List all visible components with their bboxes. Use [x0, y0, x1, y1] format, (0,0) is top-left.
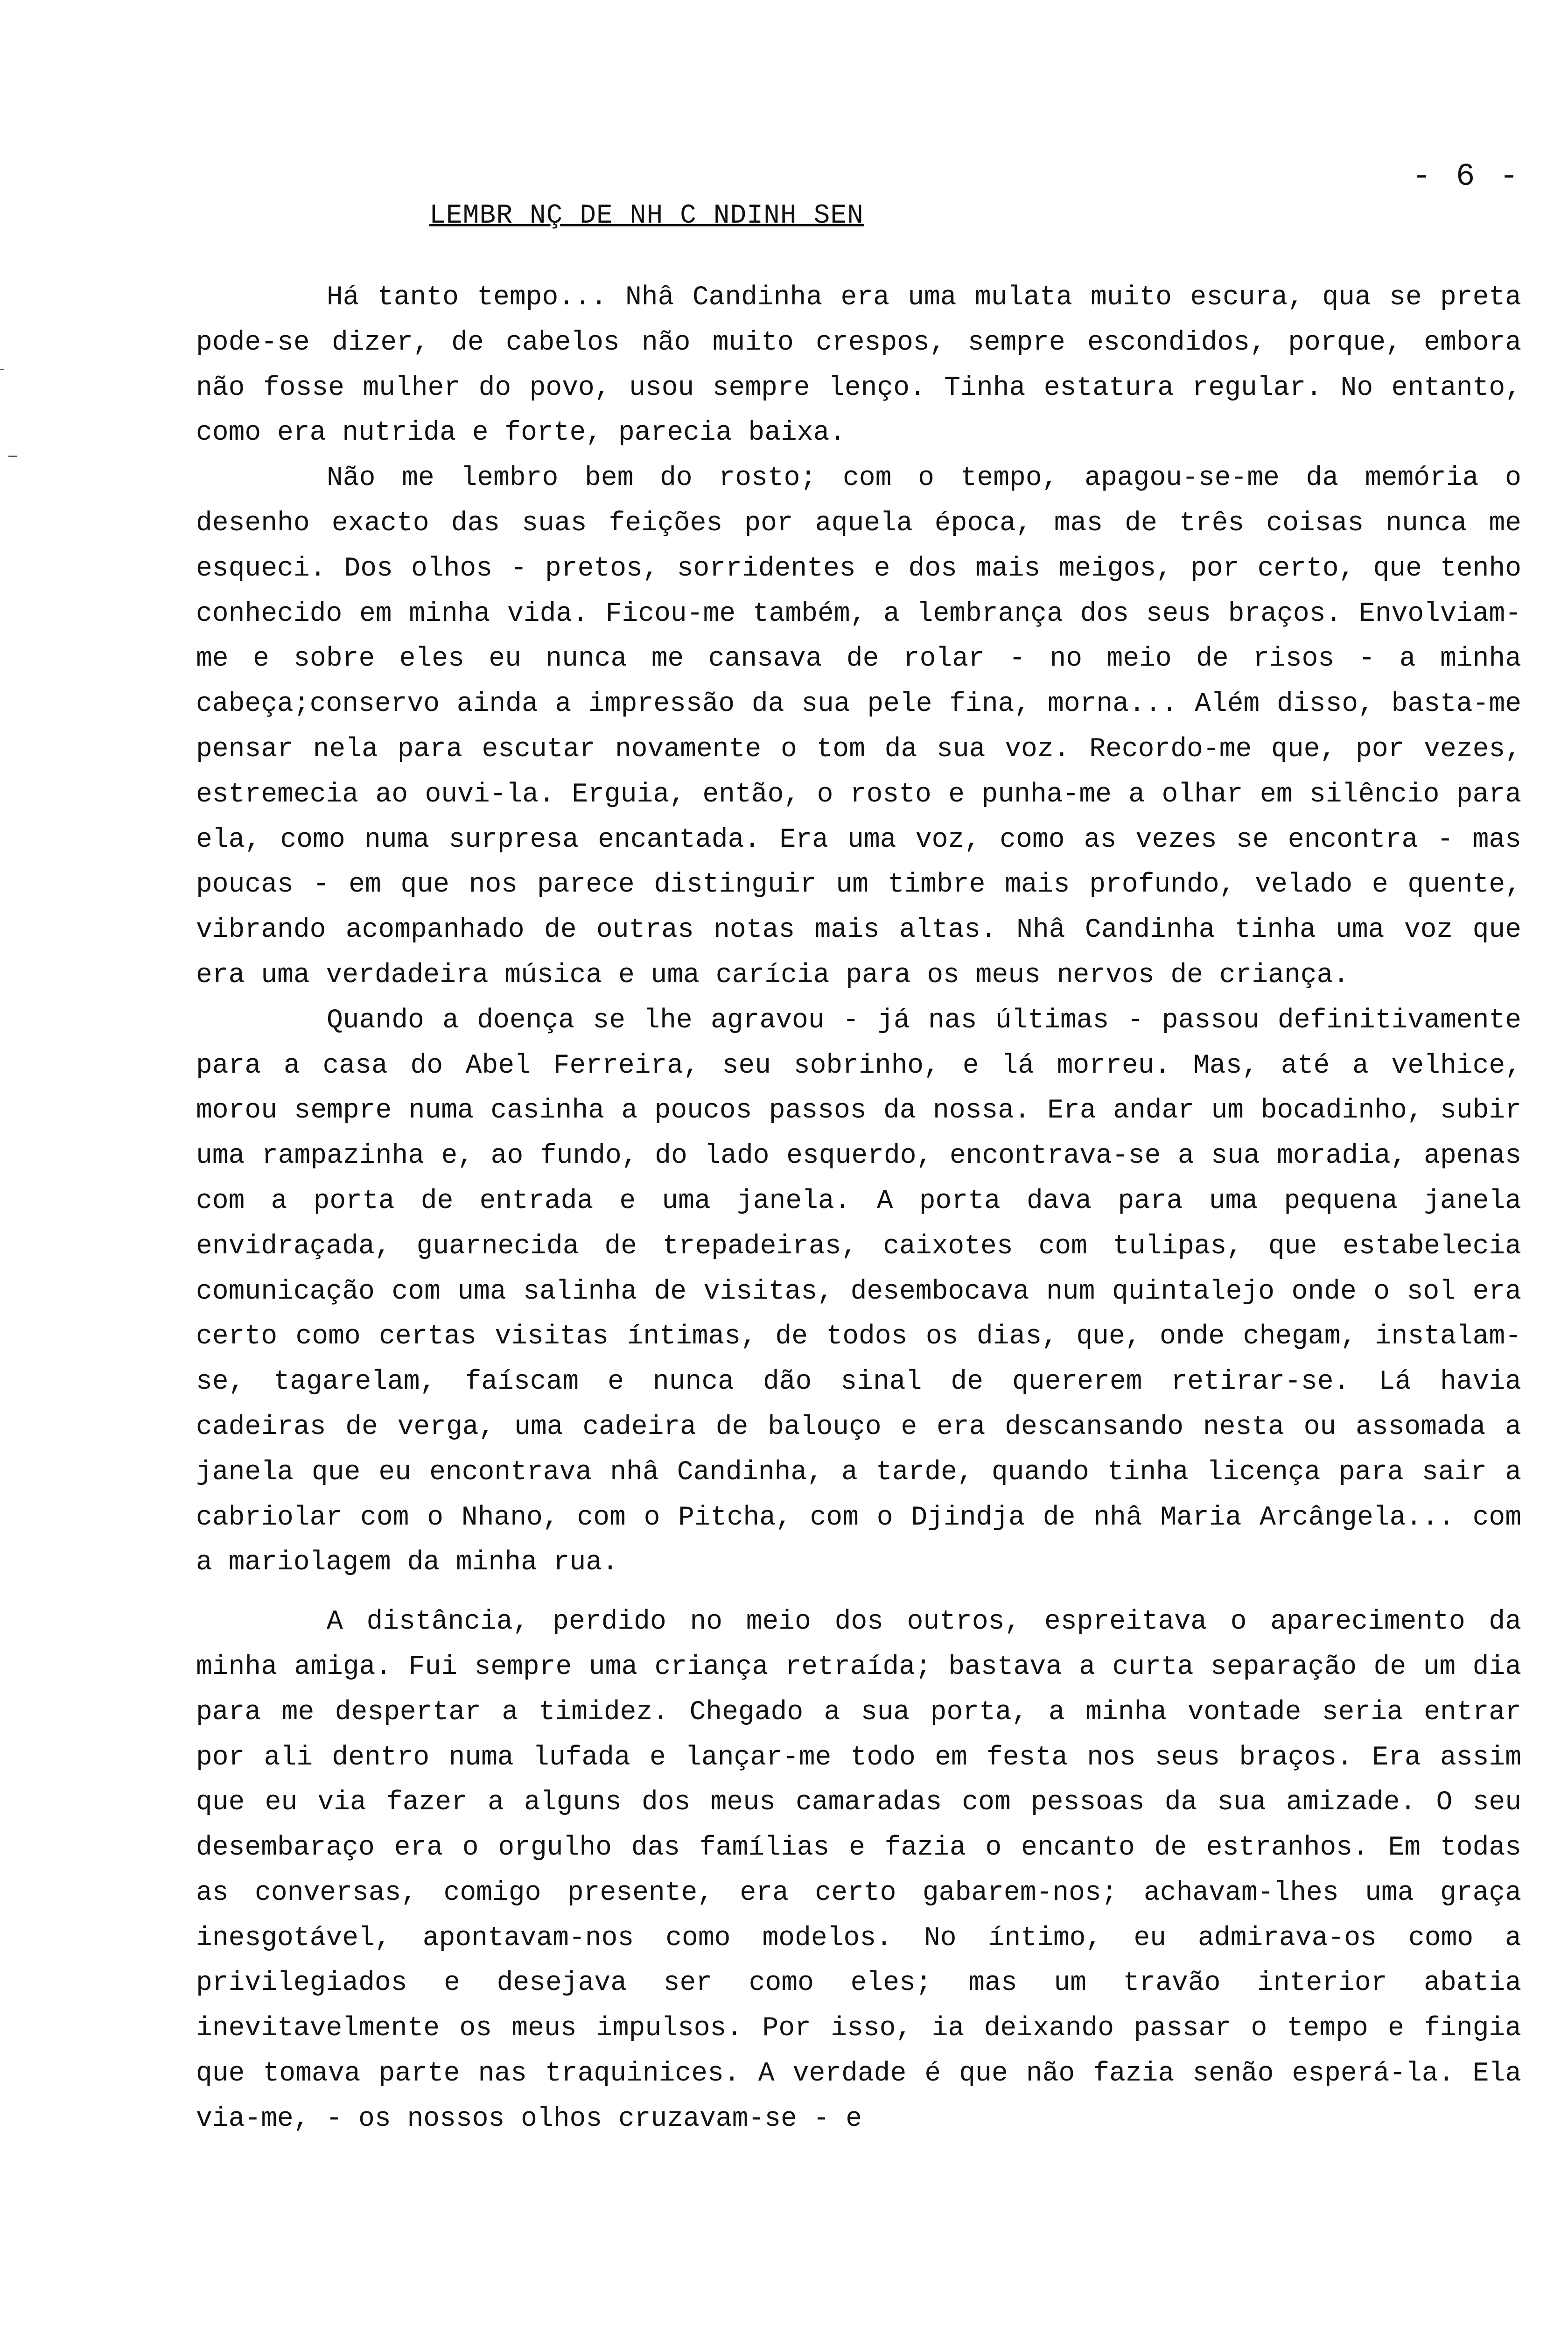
paragraph: Há tanto tempo... Nhâ Candinha era uma mulata muito escura, qua se preta pode-se dizer, de cabelos não muito crespos, sempre escondidos, porque, embora não fosse mulher do povo, usou sempre lenço. Tinha estatura regular. No entanto, como era nutrida e forte, parecia baixa. [196, 282, 1521, 449]
paragraph: A distância, perdido no meio dos outros, espreitava o aparecimento da minha amiga. Fui sempre uma criança retraída; bastava a curta separação de um dia para me despertar a timidez. Chegado a sua porta, a minha vontade seria entrar por ali dentro numa lufada e lançar-me todo em festa nos seus braços. Era assim que eu via fazer a alguns dos meus camaradas com pessoas da sua amizade. O seu desembaraço era o orgulho das famílias e fazia o encanto de estranhos. Em todas as conversas, comigo presente, era certo gabarem-nos; achavam-lhes uma graça inesgotável, apontavam-nos como modelos. No íntimo, eu admirava-os como a privilegiados e desejava ser como eles; mas um travão interior abatia inevitavelmente os meus impulsos. Por isso, ia deixando passar o tempo e fingia que tomava parte nas traquinices. A verdade é que não fazia senão esperá-la. Ela via-me, - os nossos olhos cruzavam-se - e [196, 1607, 1521, 2134]
margin-mark [8, 456, 17, 457]
body-text [196, 275, 1521, 2142]
paragraph: Quando a doença se lhe agravou - já nas últimas - passou definitivamente para a casa do Abel Ferreira, seu sobrinho, e lá morreu. Mas, até a velhice, morou sempre numa casinha a poucos passos da nossa. Era andar um bocadinho, subir uma rampazinha e, ao fundo, do lado esquerdo, encontrava-se a sua moradia, apenas com a porta de entrada e uma janela. A porta dava para uma pequena janela envidraçada, guarnecida de trepadeiras, caixotes com tulipas, que estabelecia comunicação com uma salinha de visitas, desembocava num quintalejo onde o sol era certo como certas visitas íntimas, de todos os dias, que, onde chegam, instalam-se, tagarelam, faíscam e nunca dão sinal de quererem retirar-se. Lá havia cadeiras de verga, uma cadeira de balouço e era descansando nesta ou assomada a janela que eu encontrava nhâ Candinha, a tarde, quando tinha licença para sair a cabriolar com o Nhano, com o Pitcha, com o Djindja de nhâ Maria Arcângela... com a mariolagem da minha rua. [196, 1005, 1521, 1578]
paragraph: Não me lembro bem do rosto; com o tempo, apagou-se-me da memória o desenho exacto das suas feições por aquela época, mas de três coisas nunca me esqueci. Dos olhos - pretos, sorridentes e dos mais meigos, por certo, que tenho conhecido em minha vida. Ficou-me também, a lembrança dos seus braços. Envolviam-me e sobre eles eu nunca me cansava de rolar - no meio de risos - a minha cabeça;conservo ainda a impressão da sua pele fina, morna... Além disso, basta-me pensar nela para escutar novamente o tom da sua voz. Recordo-me que, por vezes, estremecia ao ouvi-la. Erguia, então, o rosto e punha-me a olhar em silêncio para ela, como numa surpresa encantada. Era uma voz, como as vezes se encontra - mas poucas - em que nos parece distinguir um timbre mais profundo, velado e quente, vibrando acompanhado de outras notas mais altas. Nhâ Candinha tinha uma voz que era uma verdadeira música e uma carícia para os meus nervos de criança. [196, 463, 1521, 991]
margin-mark [0, 369, 4, 370]
chapter-title: LEMBR NÇ DE NH C NDINH SEN [429, 201, 864, 231]
page-number: - 6 - [1412, 159, 1521, 195]
